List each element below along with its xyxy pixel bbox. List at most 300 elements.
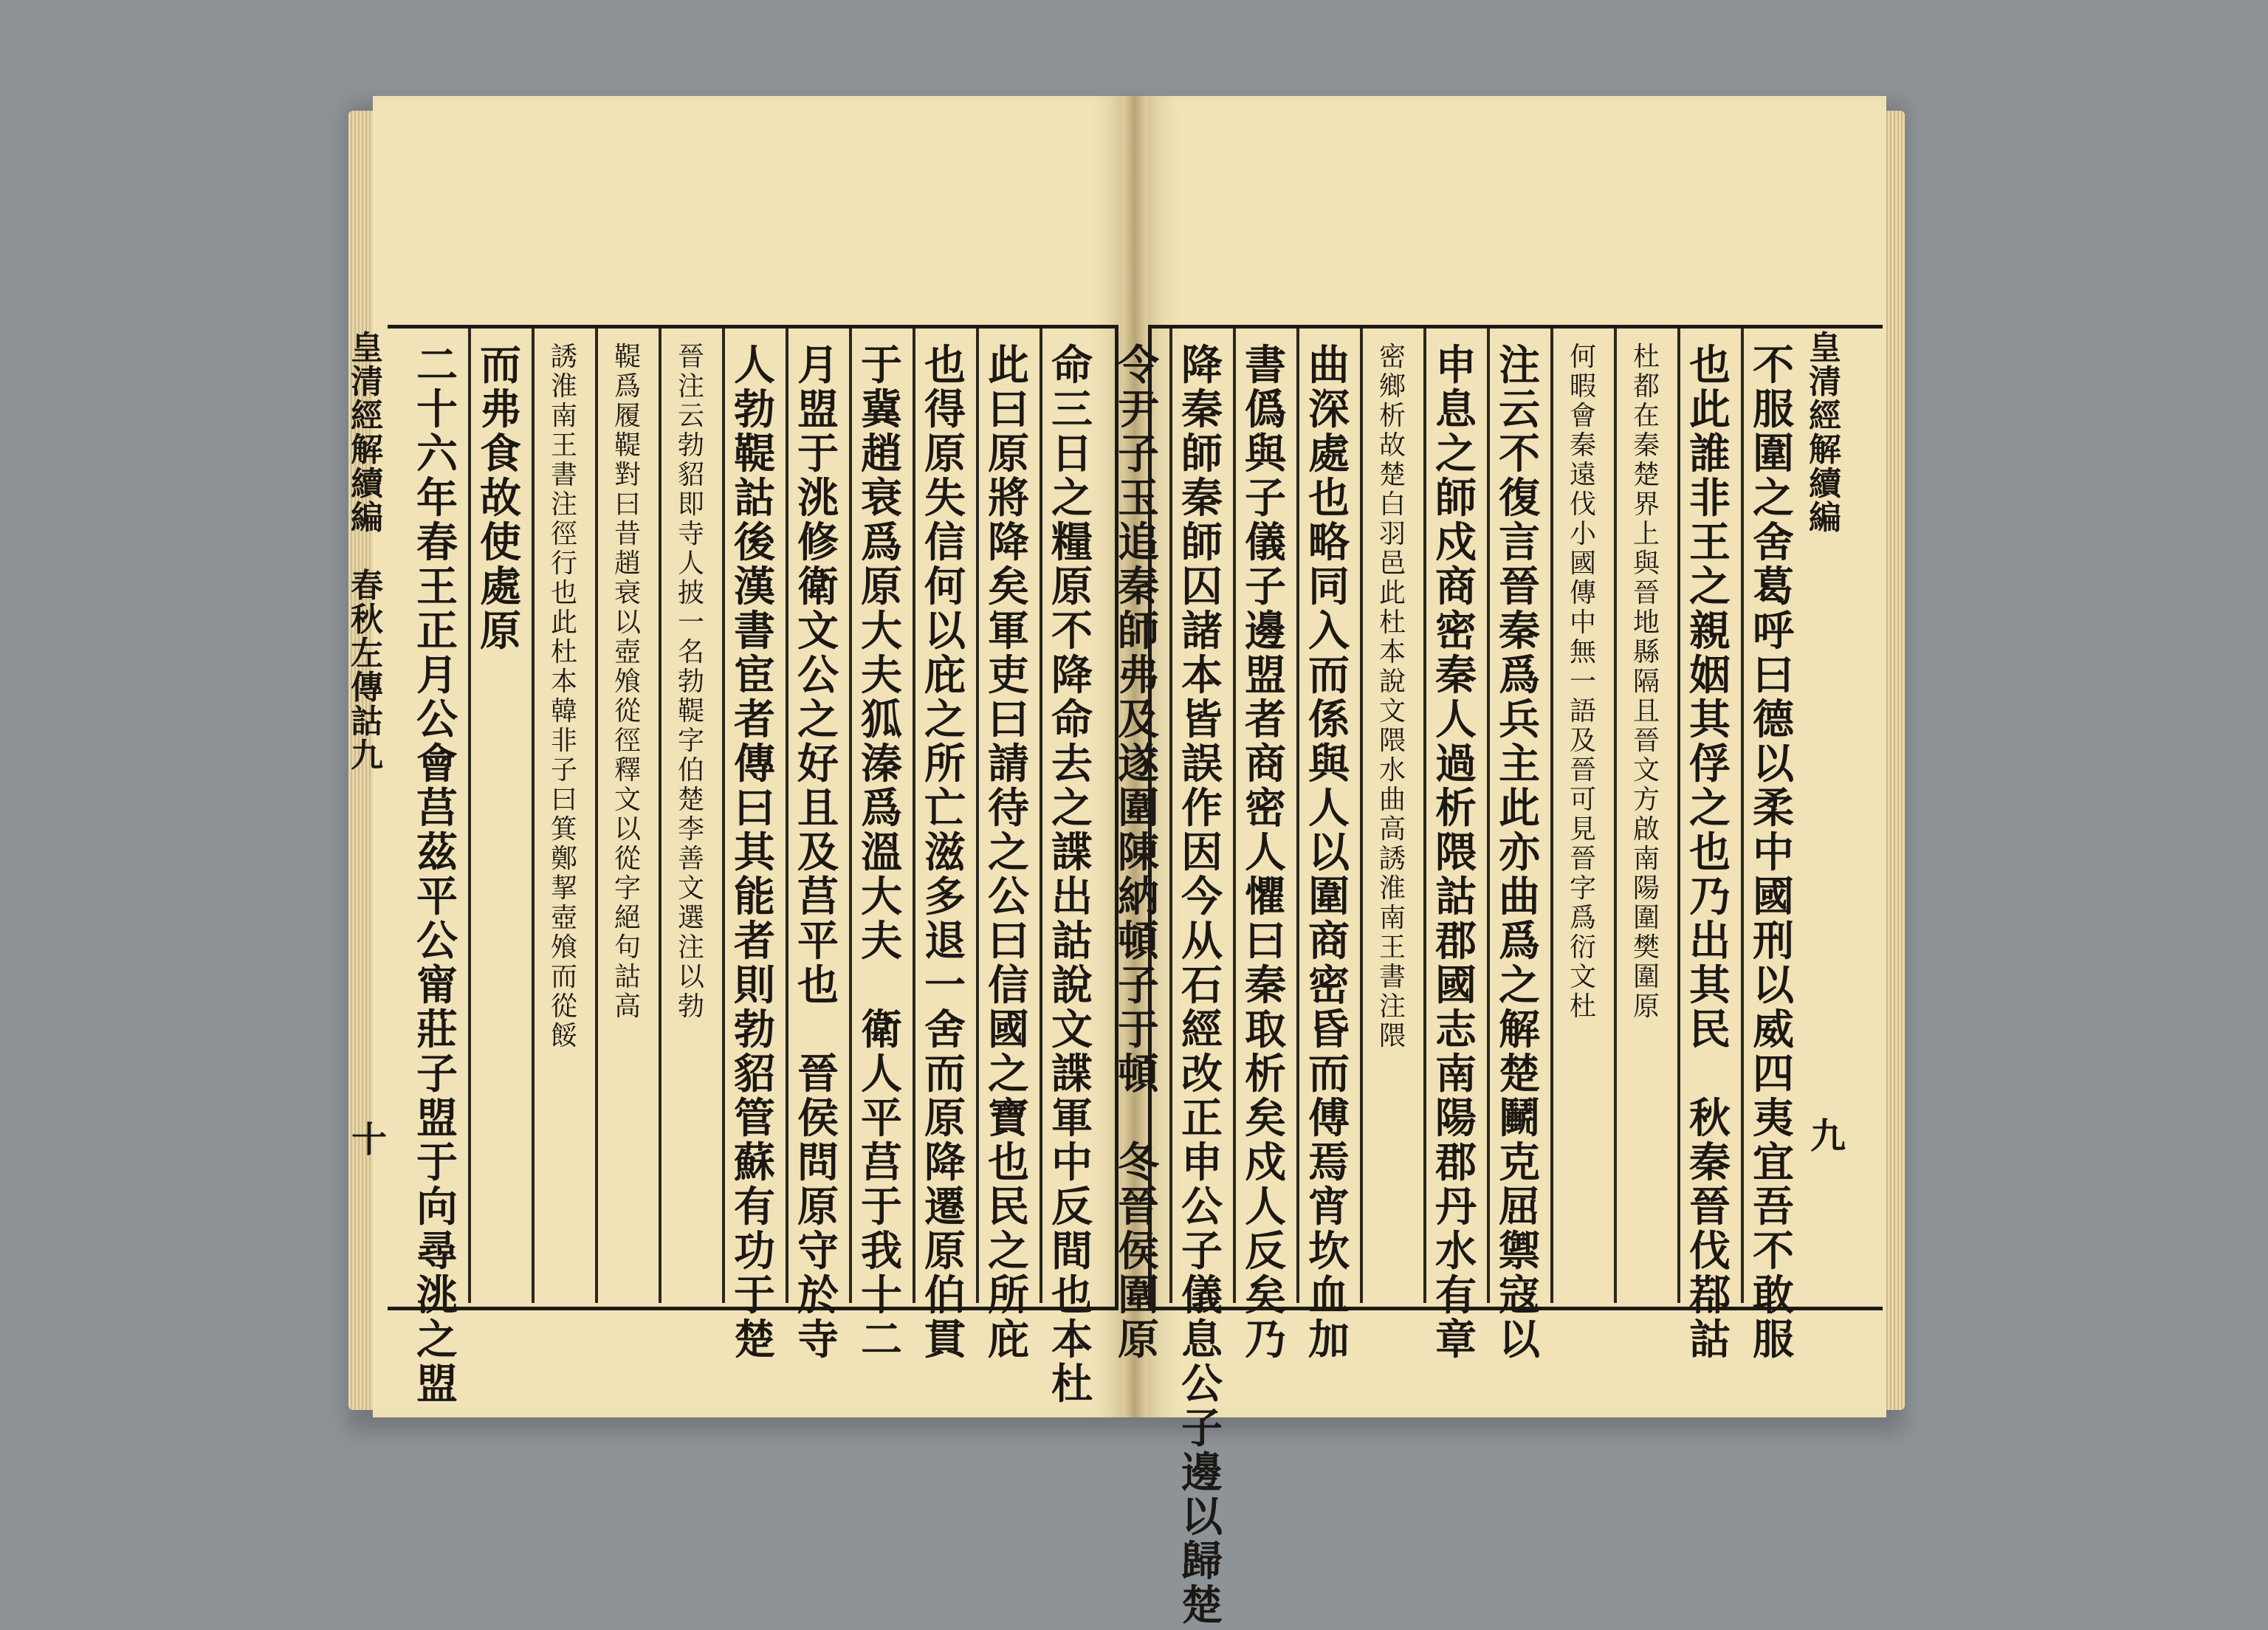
- glyph: 一: [677, 608, 704, 638]
- glyph: 人: [734, 341, 775, 390]
- glyph: 也: [988, 1138, 1029, 1187]
- glyph: 淮: [1378, 873, 1406, 904]
- glyph: 將: [988, 474, 1029, 523]
- glyph: 注: [550, 489, 577, 520]
- glyph: 曰: [1245, 917, 1286, 966]
- glyph: 降: [988, 518, 1029, 567]
- glyph: 隈: [1435, 828, 1477, 877]
- glyph: 詁: [614, 962, 641, 992]
- glyph: 王: [1689, 518, 1731, 567]
- glyph: 冀: [861, 385, 902, 434]
- left-page-number: 十: [351, 1119, 388, 1160]
- glyph: 能: [734, 873, 775, 921]
- glyph: 注: [677, 371, 704, 402]
- glyph: 國: [1569, 549, 1596, 579]
- text-column: [413, 341, 461, 1409]
- glyph: 取: [1245, 1005, 1286, 1054]
- glyph: 也: [924, 341, 966, 390]
- glyph: 从: [1181, 917, 1223, 966]
- glyph: 李: [677, 814, 704, 845]
- glyph: 詁: [1435, 873, 1477, 921]
- glyph: 晉: [1569, 844, 1596, 874]
- glyph: 作: [1181, 784, 1223, 833]
- glyph: 呼: [1753, 607, 1794, 656]
- glyph: 曲: [1499, 873, 1540, 921]
- glyph: 夷: [1753, 1094, 1794, 1143]
- glyph: 隈: [1378, 726, 1406, 756]
- glyph: 加: [1308, 1316, 1350, 1364]
- glyph: 杜: [1378, 608, 1406, 638]
- glyph: 信: [988, 961, 1029, 1010]
- glyph: 一: [1569, 667, 1596, 697]
- glyph: 句: [614, 932, 641, 963]
- glyph: 亡: [924, 784, 966, 833]
- glyph: 子: [1118, 961, 1159, 1010]
- column-rule: [1677, 329, 1680, 1303]
- glyph: 楚: [734, 1316, 775, 1364]
- glyph: 云: [677, 401, 704, 431]
- glyph: 伯: [677, 755, 704, 785]
- glyph: 洮: [416, 1271, 458, 1320]
- column-rule: [849, 329, 852, 1303]
- text-column: [794, 341, 842, 1364]
- glyph: 解: [1809, 431, 1841, 469]
- glyph: 食: [480, 430, 521, 478]
- glyph: 公: [1181, 1183, 1223, 1231]
- glyph: 公: [416, 695, 458, 744]
- glyph: 皆: [1181, 695, 1223, 744]
- text-column: [1686, 341, 1733, 1364]
- glyph: 爲: [861, 784, 902, 833]
- glyph: 師: [1435, 474, 1477, 523]
- column-rule: [976, 329, 979, 1303]
- glyph: 頓: [1118, 917, 1159, 966]
- glyph: 反: [1051, 1183, 1093, 1231]
- glyph: 禦: [1499, 1227, 1540, 1276]
- glyph: 秦: [1181, 474, 1223, 523]
- glyph: 行: [550, 549, 577, 579]
- glyph: [861, 965, 902, 1006]
- glyph: 衛: [797, 563, 839, 611]
- glyph: 于: [734, 1271, 775, 1320]
- glyph: 秋: [1689, 1094, 1731, 1143]
- glyph: 衍: [1569, 932, 1596, 963]
- glyph: 師: [1181, 518, 1223, 567]
- glyph: 修: [797, 518, 839, 567]
- glyph: 非: [1689, 474, 1731, 523]
- glyph: 杜: [1632, 342, 1660, 372]
- glyph: 字: [614, 873, 641, 904]
- glyph: 柔: [1753, 784, 1794, 833]
- glyph: 糧: [1051, 518, 1093, 567]
- glyph: 爲: [1569, 903, 1596, 933]
- glyph: [797, 1009, 839, 1050]
- glyph: 蘇: [734, 1138, 775, 1187]
- glyph: 儀: [1181, 1271, 1223, 1320]
- glyph: 公: [797, 651, 839, 700]
- glyph: 囚: [1181, 563, 1223, 611]
- glyph: 以: [1181, 1493, 1223, 1541]
- glyph: 編: [351, 499, 383, 537]
- glyph: 會: [1569, 401, 1596, 431]
- glyph: 南: [1378, 903, 1406, 933]
- glyph: 圍: [1632, 903, 1660, 933]
- glyph: 侯: [1118, 1227, 1159, 1276]
- glyph: 楚: [1632, 460, 1660, 490]
- glyph: 僞: [1245, 385, 1286, 434]
- glyph: 曰: [550, 785, 577, 815]
- glyph: 平: [416, 873, 458, 921]
- glyph: 漢: [734, 563, 775, 611]
- glyph: 昏: [1308, 1005, 1350, 1054]
- glyph: 注: [1378, 991, 1406, 1022]
- glyph: 此: [988, 341, 1029, 390]
- glyph: 甯: [416, 961, 458, 1010]
- glyph: 韓: [550, 696, 577, 726]
- glyph: 戍: [1245, 1138, 1286, 1187]
- glyph: 命: [1051, 341, 1093, 390]
- glyph: 諸: [1181, 607, 1223, 656]
- glyph: 使: [480, 518, 521, 567]
- glyph: 追: [1118, 518, 1159, 567]
- glyph: 鞮: [614, 342, 641, 372]
- glyph: 九: [351, 737, 383, 774]
- glyph: 師: [1118, 607, 1159, 656]
- glyph: 冬: [1118, 1138, 1159, 1187]
- glyph: 服: [1753, 385, 1794, 434]
- glyph: 威: [1753, 1005, 1794, 1054]
- glyph: 也: [797, 961, 839, 1010]
- glyph: 書: [1378, 962, 1406, 992]
- glyph: 不: [1499, 430, 1540, 478]
- glyph: 本: [1378, 637, 1406, 667]
- glyph: 皇: [1809, 329, 1841, 367]
- glyph: 圍: [1632, 962, 1660, 992]
- glyph: 降: [924, 1138, 966, 1187]
- glyph: 郡: [1435, 1138, 1477, 1187]
- glyph: 秦: [1181, 385, 1223, 434]
- glyph: 夫: [861, 917, 902, 966]
- glyph: 文: [677, 873, 704, 904]
- right-page-number: 九: [1810, 1115, 1846, 1157]
- glyph: 屈: [1499, 1183, 1540, 1231]
- glyph: 所: [988, 1271, 1029, 1320]
- text-column: [1432, 341, 1480, 1364]
- glyph: 石: [1181, 961, 1223, 1010]
- glyph: 都: [1632, 371, 1660, 402]
- glyph: 月: [416, 651, 458, 700]
- glyph: 非: [550, 726, 577, 756]
- text-column: [1178, 341, 1226, 1630]
- glyph: 滋: [924, 828, 966, 877]
- glyph: 文: [1051, 1005, 1093, 1054]
- glyph: 披: [677, 578, 704, 608]
- glyph: 地: [1632, 608, 1660, 638]
- glyph: 絕: [614, 903, 641, 933]
- glyph: 方: [1632, 785, 1660, 815]
- glyph: 四: [1753, 1050, 1794, 1098]
- glyph: 之: [416, 1316, 458, 1364]
- glyph: 弗: [480, 385, 521, 434]
- glyph: 子: [550, 755, 577, 785]
- glyph: 原: [924, 430, 966, 478]
- glyph: 無: [1569, 637, 1596, 667]
- glyph: 晉: [1118, 1183, 1159, 1231]
- glyph: 履: [614, 401, 641, 431]
- column-rule: [1487, 329, 1490, 1303]
- glyph: 葛: [1753, 563, 1794, 611]
- glyph: 焉: [1308, 1138, 1350, 1187]
- glyph: 刑: [1753, 917, 1794, 966]
- glyph: 原: [924, 1227, 966, 1276]
- glyph: 圍: [1118, 784, 1159, 833]
- glyph: 申: [1181, 1138, 1223, 1187]
- text-column: [1496, 341, 1543, 1364]
- glyph: 杜: [1051, 1360, 1093, 1409]
- glyph: 其: [734, 828, 775, 877]
- glyph: 後: [734, 518, 775, 567]
- glyph: 三: [1051, 385, 1093, 434]
- glyph: 鞮: [677, 696, 704, 726]
- glyph: 乃: [1689, 873, 1731, 921]
- glyph: 圍: [1308, 873, 1350, 921]
- column-rule: [1423, 329, 1426, 1303]
- glyph: 得: [924, 385, 966, 434]
- text-column: [1305, 341, 1353, 1364]
- glyph: 德: [1753, 695, 1794, 744]
- glyph: 問: [797, 1138, 839, 1187]
- glyph: 傳: [734, 740, 775, 788]
- glyph: 人: [1308, 784, 1350, 833]
- glyph: 釋: [614, 755, 641, 785]
- glyph: 曰: [734, 784, 775, 833]
- glyph: 令: [1118, 341, 1159, 390]
- glyph: 對: [614, 460, 641, 490]
- glyph: 本: [550, 667, 577, 697]
- glyph: 云: [1499, 385, 1540, 434]
- glyph: 晉: [797, 1050, 839, 1098]
- glyph: 一: [924, 961, 966, 1010]
- glyph: 子: [416, 1050, 458, 1098]
- glyph: 息: [1181, 1316, 1223, 1364]
- glyph: 原: [861, 563, 902, 611]
- glyph: 南: [1632, 844, 1660, 874]
- glyph: 人: [1245, 1183, 1286, 1231]
- glyph: 頓: [1118, 1050, 1159, 1098]
- glyph: 矣: [1245, 1271, 1286, 1320]
- text-column: [1048, 341, 1096, 1409]
- glyph: 懼: [1245, 873, 1286, 921]
- column-rule: [913, 329, 915, 1303]
- glyph: 與: [1308, 740, 1350, 788]
- glyph: 書: [550, 460, 577, 490]
- glyph: 善: [677, 844, 704, 874]
- glyph: 選: [677, 903, 704, 933]
- glyph: 國: [988, 1005, 1029, 1054]
- glyph: 有: [734, 1183, 775, 1231]
- glyph: 從: [614, 696, 641, 726]
- glyph: 杜: [1569, 991, 1596, 1022]
- glyph: 以: [1308, 828, 1350, 877]
- glyph: 秦: [1632, 430, 1660, 461]
- text-column: [1369, 343, 1416, 1052]
- glyph: 以: [614, 814, 641, 845]
- glyph: 鞮: [614, 430, 641, 461]
- glyph: 降: [1181, 341, 1223, 390]
- glyph: 親: [1689, 607, 1731, 656]
- glyph: 軍: [988, 607, 1029, 656]
- glyph: 即: [677, 489, 704, 520]
- glyph: 啟: [1632, 814, 1660, 845]
- glyph: 申: [1435, 341, 1477, 390]
- glyph: 俘: [1689, 740, 1731, 788]
- glyph: 注: [1499, 341, 1540, 390]
- glyph: 文: [1569, 962, 1596, 992]
- glyph: 且: [797, 784, 839, 833]
- glyph: 傳: [351, 669, 383, 706]
- glyph: 曰: [988, 917, 1029, 966]
- glyph: 南: [1435, 1050, 1477, 1098]
- glyph: 故: [1378, 430, 1406, 461]
- glyph: 于: [861, 1183, 902, 1231]
- glyph: 也: [550, 578, 577, 608]
- glyph: 密: [1308, 961, 1350, 1010]
- glyph: 寶: [988, 1094, 1029, 1143]
- text-column: [1115, 341, 1162, 1364]
- glyph: 之: [797, 695, 839, 744]
- glyph: 師: [1181, 430, 1223, 478]
- glyph: 莒: [861, 1138, 902, 1187]
- glyph: 請: [988, 740, 1029, 788]
- glyph: 盟: [416, 1360, 458, 1409]
- glyph: 有: [1435, 1271, 1477, 1320]
- glyph: 鬭: [1499, 1094, 1540, 1143]
- glyph: 管: [734, 1094, 775, 1143]
- glyph: 貂: [734, 1050, 775, 1098]
- glyph: 玉: [1118, 474, 1159, 523]
- glyph: 餒: [550, 1021, 577, 1051]
- glyph: 杜: [550, 637, 577, 667]
- glyph: 之: [988, 1227, 1029, 1276]
- glyph: 遂: [1118, 740, 1159, 788]
- glyph: 其: [1689, 695, 1731, 744]
- glyph: 克: [1499, 1138, 1540, 1187]
- glyph: 字: [677, 726, 704, 756]
- glyph: 陳: [1118, 828, 1159, 877]
- glyph: 秋: [351, 601, 383, 639]
- glyph: 吾: [1753, 1183, 1794, 1231]
- glyph: 從: [614, 844, 641, 874]
- glyph: 王: [550, 430, 577, 461]
- column-rule: [1614, 329, 1617, 1303]
- glyph: [1689, 1053, 1731, 1095]
- glyph: 水: [1378, 755, 1406, 785]
- glyph: 曰: [614, 489, 641, 520]
- glyph: 以: [614, 608, 641, 638]
- glyph: 商: [1435, 563, 1477, 611]
- glyph: 傅: [1308, 1094, 1350, 1143]
- glyph: 昔: [614, 519, 641, 549]
- glyph: 見: [1569, 814, 1596, 845]
- glyph: 晉: [1632, 578, 1660, 608]
- glyph: 寺: [677, 519, 704, 549]
- glyph: 邑: [1378, 549, 1406, 579]
- column-rule: [468, 329, 471, 1303]
- glyph: 勃: [734, 385, 775, 434]
- glyph: 傳: [1569, 578, 1596, 608]
- glyph: 之: [1499, 961, 1540, 1010]
- glyph: 勃: [677, 430, 704, 461]
- glyph: 弗: [1118, 651, 1159, 700]
- glyph: 春: [416, 518, 458, 567]
- glyph: 密: [1435, 607, 1477, 656]
- glyph: 寺: [797, 1316, 839, 1364]
- glyph: 而: [1308, 1050, 1350, 1098]
- glyph: 羽: [1378, 519, 1406, 549]
- glyph: 不: [1753, 1227, 1794, 1276]
- glyph: 于: [416, 1138, 458, 1187]
- glyph: 樊: [1632, 932, 1660, 963]
- glyph: 陽: [1435, 1094, 1477, 1143]
- glyph: [1118, 1098, 1159, 1139]
- glyph: 莒: [797, 873, 839, 921]
- glyph: 不: [1051, 607, 1093, 656]
- glyph: 鄀: [1689, 1271, 1731, 1320]
- glyph: 曰: [988, 385, 1029, 434]
- glyph: 子: [1181, 1404, 1223, 1453]
- glyph: 盟: [416, 1094, 458, 1143]
- glyph: 續: [1809, 465, 1841, 503]
- glyph: 去: [1051, 740, 1093, 788]
- column-rule: [1741, 329, 1744, 1303]
- glyph: 飧: [614, 667, 641, 697]
- glyph: 亦: [1499, 828, 1540, 877]
- glyph: 十: [861, 1271, 902, 1320]
- glyph: 此: [1499, 784, 1540, 833]
- glyph: 溱: [861, 740, 902, 788]
- glyph: 貂: [677, 460, 704, 490]
- glyph: 歸: [1181, 1537, 1223, 1586]
- glyph: 衛: [861, 1005, 902, 1054]
- column-rule: [659, 329, 662, 1303]
- glyph: 莒: [416, 784, 458, 833]
- glyph: 于: [797, 430, 839, 478]
- glyph: 勃: [677, 991, 704, 1022]
- text-column: [1559, 343, 1606, 1022]
- glyph: 原: [924, 1094, 966, 1143]
- glyph: 大: [861, 873, 902, 921]
- glyph: 命: [1051, 695, 1093, 744]
- glyph: 二: [416, 341, 458, 390]
- glyph: 伐: [1569, 489, 1596, 520]
- glyph: 所: [924, 740, 966, 788]
- glyph: 本: [1051, 1316, 1093, 1364]
- glyph: 中: [1051, 1138, 1093, 1187]
- glyph: 高: [1378, 814, 1406, 845]
- glyph: 莊: [416, 1005, 458, 1054]
- text-column: [1750, 341, 1797, 1364]
- glyph: 溫: [861, 828, 902, 877]
- glyph: 也: [1308, 474, 1350, 523]
- glyph: 處: [1308, 430, 1350, 478]
- glyph: 曰: [988, 695, 1029, 744]
- glyph: 詁: [351, 703, 383, 740]
- glyph: 文: [1378, 696, 1406, 726]
- glyph: 矣: [1245, 1094, 1286, 1143]
- glyph: 衰: [614, 578, 641, 608]
- glyph: 郡: [1435, 917, 1477, 966]
- glyph: 改: [1181, 1050, 1223, 1098]
